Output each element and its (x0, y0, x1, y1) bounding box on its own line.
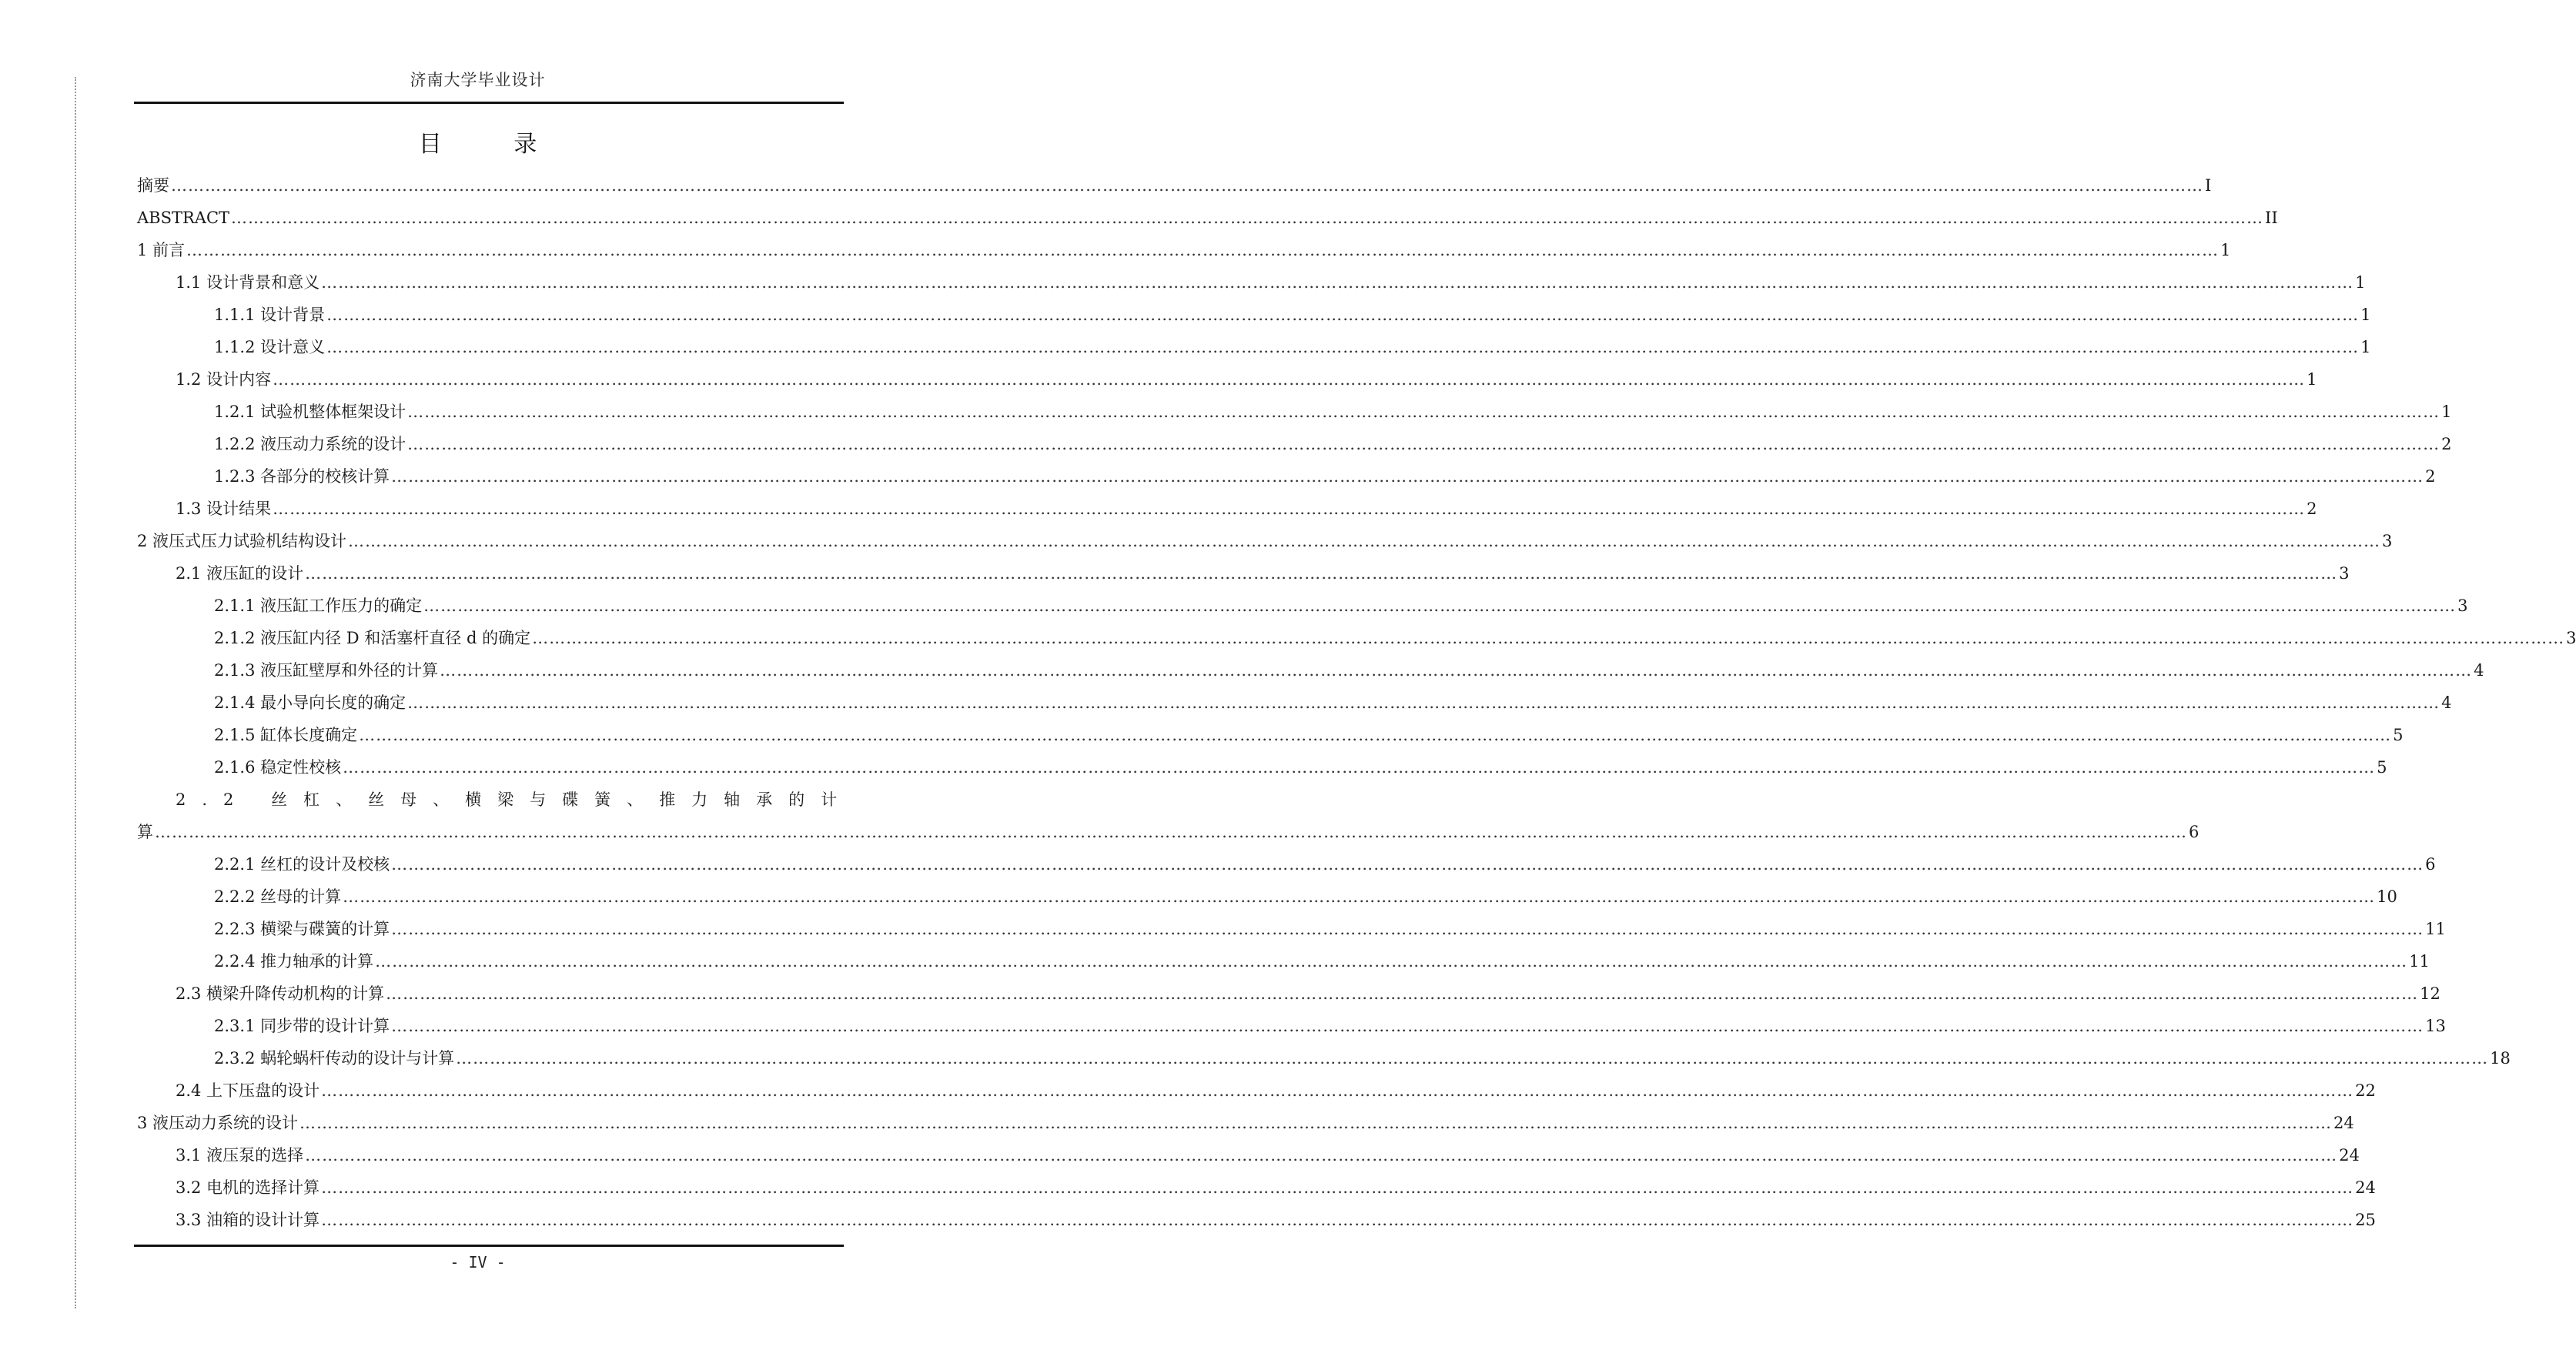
toc-page-number: 5 (2377, 758, 2387, 777)
binding-dotted-line (75, 77, 76, 1308)
toc-entry[interactable] (137, 784, 854, 816)
toc-page-number: 11 (2409, 952, 2430, 971)
toc-entry-text: 2.3.1 同步带的设计计算 (214, 1017, 390, 1035)
toc-leader-dots: ……………………………………………………………………………………………………………………………………………………………………………………………………………………………………………………………………………………………………………………………… (375, 952, 2408, 971)
toc-page-number: II (2265, 209, 2278, 227)
toc-leader-dots: ……………………………………………………………………………………………………………………………………………………………………………………………………………………………………………………………………………………………………………………………… (343, 758, 2376, 777)
toc-entry-text: 3.3 油箱的设计计算 (176, 1211, 320, 1229)
header-rule (134, 102, 844, 104)
toc-entry-text: 2 液压式压力试验机结构设计 (137, 532, 347, 550)
toc-leader-dots: ……………………………………………………………………………………………………………………………………………………………………………………………………………………………………………………………………………………………………………………………… (321, 1081, 2354, 1100)
toc-page-number: 3 (2339, 564, 2350, 583)
toc-entry-text: 2.1.6 稳定性校核 (214, 758, 342, 777)
toc-page-number: 10 (2377, 887, 2397, 906)
toc-entry[interactable] (137, 719, 2404, 751)
toc-page-number: I (2205, 176, 2212, 195)
toc-entry[interactable] (137, 460, 2436, 493)
toc-leader-dots: ……………………………………………………………………………………………………………………………………………………………………………………………………………………………………………………………………………………………………………………………… (231, 209, 2264, 227)
toc-page-number: 2 (2307, 500, 2317, 518)
toc-page-number: 24 (2355, 1178, 2376, 1197)
toc-entry[interactable] (137, 945, 2430, 977)
toc-entry-text: 2.1.3 液压缸壁厚和外径的计算 (214, 661, 439, 680)
toc-entry-text: 3.1 液压泵的选择 (176, 1146, 304, 1165)
toc-entry[interactable] (137, 751, 2387, 784)
toc-entry[interactable] (137, 848, 2436, 881)
toc-entry[interactable] (137, 525, 2393, 557)
toc-entry-text: 2.1 液压缸的设计 (176, 564, 304, 583)
toc-leader-dots: ……………………………………………………………………………………………………………………………………………………………………………………………………………………………………………………………………………………………………………………………… (407, 693, 2441, 712)
toc-leader-dots: ……………………………………………………………………………………………………………………………………………………………………………………………………………………………………………………………………………………………………………………………… (386, 984, 2419, 1003)
toc-entry-text: 算 (137, 823, 153, 841)
toc-entry[interactable] (137, 299, 2371, 331)
toc-entry-text: 2.2.2 丝母的计算 (214, 887, 342, 906)
toc-leader-dots: ……………………………………………………………………………………………………………………………………………………………………………………………………………………………………………………………………………………………………………………………… (348, 532, 2381, 550)
toc-leader-dots: ……………………………………………………………………………………………………………………………………………………………………………………………………………………………………………………………………………………………………………………………… (407, 403, 2441, 421)
toc-page-number: 13 (2425, 1017, 2446, 1035)
toc-leader-dots: ……………………………………………………………………………………………………………………………………………………………………………………………………………………………………………………………………………………………………………………………… (273, 370, 2306, 389)
toc-entry-text: 3.2 电机的选择计算 (176, 1178, 320, 1197)
toc-entry[interactable] (137, 428, 2452, 460)
toc-leader-dots: ……………………………………………………………………………………………………………………………………………………………………………………………………………………………………………………………………………………………………………………………… (423, 596, 2457, 615)
toc-leader-dots: ……………………………………………………………………………………………………………………………………………………………………………………………………………………………………………………………………………………………………………………………… (326, 306, 2360, 324)
toc-entry[interactable] (137, 234, 2231, 266)
toc-leader-dots: ……………………………………………………………………………………………………………………………………………………………………………………………………………………………………………………………………………………………………………………………… (532, 629, 2565, 647)
toc-title: 目 录 (418, 131, 570, 158)
toc-entry[interactable] (137, 266, 2366, 299)
toc-page-number: 3 (2382, 532, 2393, 550)
toc-entry[interactable] (137, 169, 2212, 202)
toc-entry[interactable] (137, 590, 2468, 622)
toc-leader-dots: ……………………………………………………………………………………………………………………………………………………………………………………………………………………………………………………………………………………………………………………………… (407, 435, 2441, 453)
toc-leader-dots: ……………………………………………………………………………………………………………………………………………………………………………………………………………………………………………………………………………………………………………………………… (391, 1017, 2424, 1035)
toc-entry-text: 2.2.3 横梁与碟簧的计算 (214, 920, 390, 938)
toc-page-number: 18 (2490, 1049, 2511, 1068)
toc-entry[interactable] (137, 396, 2452, 428)
toc-leader-dots: ……………………………………………………………………………………………………………………………………………………………………………………………………………………………………………………………………………………………………………………………… (343, 887, 2376, 906)
toc-entry[interactable] (137, 687, 2452, 719)
toc-page-number: 1 (2355, 273, 2366, 292)
toc-leader-dots: ……………………………………………………………………………………………………………………………………………………………………………………………………………………………………………………………………………………………………………………………… (299, 1114, 2333, 1132)
toc-page-number: 11 (2425, 920, 2446, 938)
toc-leader-dots: ……………………………………………………………………………………………………………………………………………………………………………………………………………………………………………………………………………………………………………………………… (359, 726, 2392, 744)
toc-entry[interactable] (137, 363, 2317, 396)
toc-entry-text: 1.1.2 设计意义 (214, 338, 326, 356)
toc-leader-dots: ……………………………………………………………………………………………………………………………………………………………………………………………………………………………………………………………………………………………………………………………… (391, 920, 2424, 938)
toc-entry-text: 2.3.2 蜗轮蜗杆传动的设计与计算 (214, 1049, 455, 1068)
toc-page-number: 2 (2441, 435, 2452, 453)
toc-entry-text: 1.1.1 设计背景 (214, 306, 326, 324)
toc-entry-continuation[interactable] (137, 816, 2200, 848)
toc-page-number: 12 (2420, 984, 2441, 1003)
toc-leader-dots: ……………………………………………………………………………………………………………………………………………………………………………………………………………………………………………………………………………………………………………………………… (273, 500, 2306, 518)
toc-page-number: 3 (2566, 629, 2576, 647)
toc-leader-dots: ……………………………………………………………………………………………………………………………………………………………………………………………………………………………………………………………………………………………………………………………… (326, 338, 2360, 356)
toc-entry-text: ABSTRACT (137, 209, 230, 227)
toc-page-number: 3 (2457, 596, 2468, 615)
table-of-contents (137, 169, 2576, 1236)
toc-leader-dots: ……………………………………………………………………………………………………………………………………………………………………………………………………………………………………………………………………………………………………………………………… (305, 1146, 2338, 1165)
toc-entry-text: 摘要 (137, 176, 169, 195)
toc-page-number: 24 (2333, 1114, 2354, 1132)
toc-page-number: 1 (2360, 338, 2371, 356)
page-header: 济南大学毕业设计 (410, 71, 546, 89)
toc-page-number: 1 (2360, 306, 2371, 324)
toc-entry[interactable] (137, 881, 2397, 913)
toc-entry-text: 1.2 设计内容 (176, 370, 272, 389)
toc-leader-dots: ……………………………………………………………………………………………………………………………………………………………………………………………………………………………………………………………………………………………………………………………… (186, 241, 2220, 259)
toc-leader-dots: ……………………………………………………………………………………………………………………………………………………………………………………………………………………………………………………………………………………………………………………………… (391, 467, 2424, 486)
toc-page-number: 5 (2393, 726, 2404, 744)
toc-entry[interactable] (137, 202, 2278, 234)
toc-leader-dots: ……………………………………………………………………………………………………………………………………………………………………………………………………………………………………………………………………………………………………………………………… (321, 1178, 2354, 1197)
footer-rule (134, 1245, 844, 1247)
toc-entry-text: 2.2.1 丝杠的设计及校核 (214, 855, 390, 874)
toc-entry[interactable] (137, 913, 2446, 945)
toc-leader-dots: ……………………………………………………………………………………………………………………………………………………………………………………………………………………………………………………………………………………………………………………………… (305, 564, 2338, 583)
page-number: - IV - (450, 1253, 506, 1271)
toc-entry[interactable] (137, 1171, 2376, 1204)
toc-entry[interactable] (137, 654, 2484, 687)
toc-page-number: 4 (2474, 661, 2484, 680)
toc-entry[interactable] (137, 1074, 2376, 1107)
toc-entry-text: 2.1.5 缸体长度确定 (214, 726, 358, 744)
toc-leader-dots: ……………………………………………………………………………………………………………………………………………………………………………………………………………………………………………………………………………………………………………………………… (456, 1049, 2489, 1068)
toc-entry[interactable] (137, 977, 2441, 1010)
toc-leader-dots: ……………………………………………………………………………………………………………………………………………………………………………………………………………………………………………………………………………………………………………………………… (171, 176, 2203, 195)
toc-entry[interactable] (137, 331, 2371, 363)
toc-entry[interactable] (137, 622, 2576, 654)
toc-page-number: 4 (2441, 693, 2452, 712)
toc-page-number: 22 (2355, 1081, 2376, 1100)
toc-page-number: 2 (2425, 467, 2436, 486)
toc-entry[interactable] (137, 493, 2317, 525)
toc-leader-dots: ……………………………………………………………………………………………………………………………………………………………………………………………………………………………………………………………………………………………………………………………… (391, 855, 2424, 874)
toc-leader-dots: ……………………………………………………………………………………………………………………………………………………………………………………………………………………………………………………………………………………………………………………………… (155, 823, 2187, 841)
toc-entry-text: 1.1 设计背景和意义 (176, 273, 320, 292)
toc-entry-text: 2.1.1 液压缸工作压力的确定 (214, 596, 423, 615)
toc-entry[interactable] (137, 1042, 2511, 1074)
toc-entry-text: 2.1.4 最小导向长度的确定 (214, 693, 406, 712)
toc-page-number: 1 (2307, 370, 2317, 389)
toc-entry-text: 1 前言 (137, 241, 186, 259)
toc-entry-text: 2.2 丝杠、丝母、横梁与碟簧、推力轴承的计 (176, 790, 854, 809)
toc-entry-text: 3 液压动力系统的设计 (137, 1114, 299, 1132)
toc-entry[interactable] (137, 557, 2350, 590)
toc-entry[interactable] (137, 1107, 2354, 1139)
toc-page-number: 6 (2425, 855, 2436, 874)
toc-leader-dots: ……………………………………………………………………………………………………………………………………………………………………………………………………………………………………………………………………………………………………………………………… (321, 273, 2354, 292)
toc-entry-text: 2.4 上下压盘的设计 (176, 1081, 320, 1100)
toc-entry[interactable] (137, 1010, 2446, 1042)
toc-entry-text: 2.3 横梁升降传动机构的计算 (176, 984, 385, 1003)
toc-page-number: 1 (2441, 403, 2452, 421)
toc-entry-text: 2.1.2 液压缸内径 D 和活塞杆直径 d 的确定 (214, 629, 531, 647)
toc-entry[interactable] (137, 1139, 2360, 1171)
toc-page-number: 24 (2339, 1146, 2360, 1165)
toc-entry-text: 2.2.4 推力轴承的计算 (214, 952, 374, 971)
toc-entry-text: 1.2.1 试验机整体框架设计 (214, 403, 406, 421)
toc-entry-text: 1.2.2 液压动力系统的设计 (214, 435, 406, 453)
toc-leader-dots: ……………………………………………………………………………………………………………………………………………………………………………………………………………………………………………………………………………………………………………………………… (321, 1211, 2354, 1229)
toc-page-number: 25 (2355, 1211, 2376, 1229)
toc-page-number: 1 (2220, 241, 2231, 259)
toc-entry-text: 1.2.3 各部分的校核计算 (214, 467, 390, 486)
toc-page-number: 6 (2189, 823, 2200, 841)
toc-leader-dots: ……………………………………………………………………………………………………………………………………………………………………………………………………………………………………………………………………………………………………………………………… (440, 661, 2473, 680)
toc-entry[interactable] (137, 1204, 2376, 1236)
toc-entry-text: 1.3 设计结果 (176, 500, 272, 518)
